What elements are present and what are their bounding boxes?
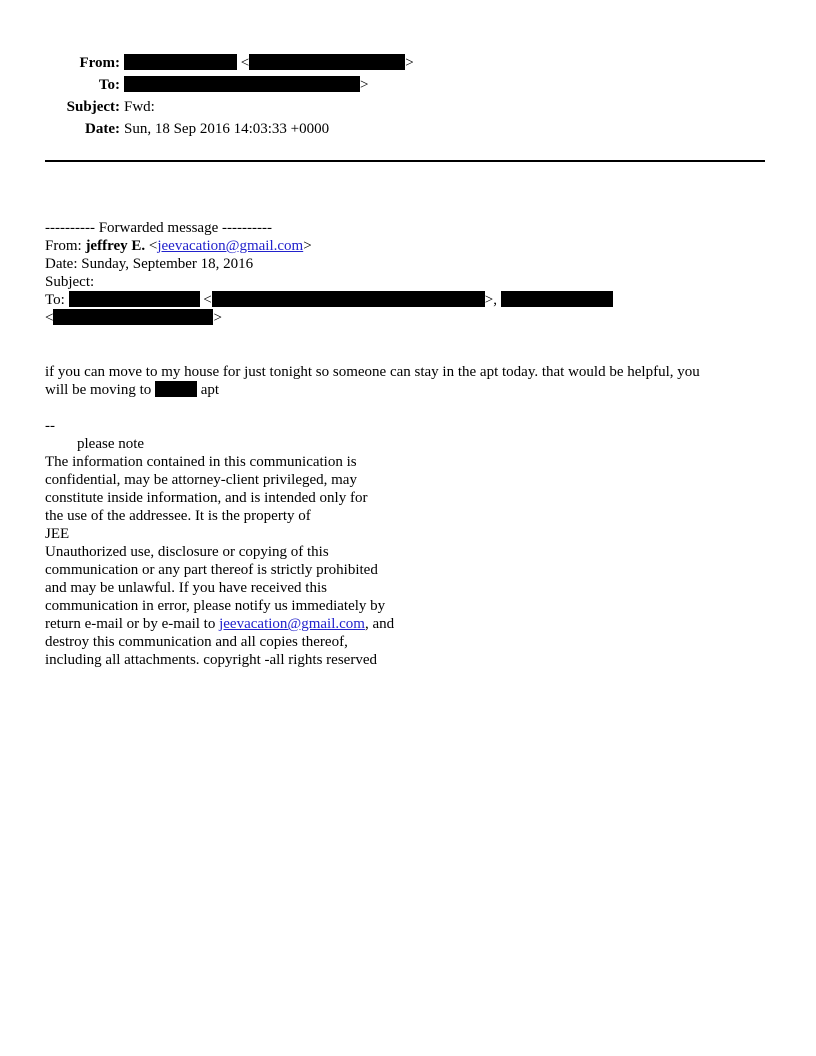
disclaimer-return-post: , and <box>364 616 395 632</box>
forwarded-to-lt-2: < <box>45 310 54 326</box>
date-value: Sun, 18 Sep 2016 14:03:33 +0000 <box>124 121 330 137</box>
message-line-2-pre: will be moving to <box>45 382 155 398</box>
forwarded-to-prefix: To: <box>45 292 69 308</box>
disclaimer-line: destroy this communication and all copies thereof, <box>45 634 348 650</box>
to-label: To: <box>98 77 120 93</box>
redaction-to-name-2 <box>501 291 613 307</box>
from-gt: > <box>405 55 414 71</box>
forwarded-to-comma: , <box>493 292 501 308</box>
disclaimer-return-line <box>45 615 770 633</box>
disclaimer-line: and may be unlawful. If you have received this <box>45 580 327 596</box>
forwarded-from-email-link[interactable]: jeevacation@gmail.com <box>157 238 304 254</box>
disclaimer-line: the use of the addressee. It is the property of <box>45 508 311 524</box>
signature-dashes: -- <box>45 418 55 434</box>
disclaimer-line: communication in error, please notify us immediately by <box>45 598 386 614</box>
header-divider <box>45 160 765 162</box>
forwarded-from-lt: < <box>148 238 158 254</box>
forwarded-from-name: jeffrey E. <box>85 238 146 254</box>
forwarded-to-line-2 <box>45 309 770 327</box>
forwarded-from-line <box>45 237 770 255</box>
redaction-to-email-2 <box>53 309 213 325</box>
header-subject-row <box>0 97 816 117</box>
disclaimer-line: including all attachments. copyright -all rights reserved <box>45 652 377 668</box>
message-line-1: if you can move to my house for just tonight so someone can stay in the apt today. that would be helpful, you <box>45 364 700 380</box>
disclaimer-email-link[interactable]: jeevacation@gmail.com <box>219 616 365 632</box>
forwarded-from-prefix: From: <box>45 238 86 254</box>
forwarded-subject-line: Subject: <box>45 274 95 290</box>
forwarded-message <box>45 219 770 327</box>
from-label: From: <box>79 55 120 71</box>
disclaimer-line: JEE <box>45 526 70 542</box>
from-lt: < <box>240 55 250 71</box>
forwarded-to-gt-1: > <box>484 292 494 308</box>
subject-label: Subject: <box>66 99 120 115</box>
header-from-row <box>0 53 816 73</box>
message-line-2-post: apt <box>197 382 220 398</box>
to-gt: > <box>360 77 369 93</box>
signature-block <box>45 417 770 669</box>
redaction-to-email-1 <box>212 291 485 307</box>
to-value <box>124 75 368 95</box>
forwarded-to-gt-2: > <box>213 310 222 326</box>
redaction-from-name <box>124 54 237 70</box>
redaction-to <box>124 76 360 92</box>
date-label: Date: <box>85 121 120 137</box>
disclaimer-return-pre: return e-mail or by e-mail to <box>45 616 220 632</box>
message-body <box>45 363 770 399</box>
forwarded-banner: ---------- Forwarded message ---------- <box>45 220 272 236</box>
subject-value: Fwd: <box>124 99 155 115</box>
signature-note: please note <box>77 436 145 452</box>
disclaimer-line: constitute inside information, and is intended only for <box>45 490 368 506</box>
forwarded-to-line <box>45 291 770 309</box>
redaction-apt-location <box>155 381 197 397</box>
disclaimer-line: communication or any part thereof is strictly prohibited <box>45 562 378 578</box>
header-to-row <box>0 75 816 95</box>
disclaimer-line: The information contained in this communication is <box>45 454 357 470</box>
disclaimer-line: Unauthorized use, disclosure or copying of this <box>45 544 329 560</box>
forwarded-to-lt-1: < <box>203 292 212 308</box>
from-value <box>124 53 414 73</box>
redaction-from-email <box>249 54 405 70</box>
redaction-to-name-1 <box>69 291 200 307</box>
message-line-2 <box>45 381 770 399</box>
forwarded-date-line: Date: Sunday, September 18, 2016 <box>45 256 254 272</box>
disclaimer-line: confidential, may be attorney-client privileged, may <box>45 472 357 488</box>
forwarded-from-gt: > <box>303 238 312 254</box>
header-date-row <box>0 119 816 139</box>
